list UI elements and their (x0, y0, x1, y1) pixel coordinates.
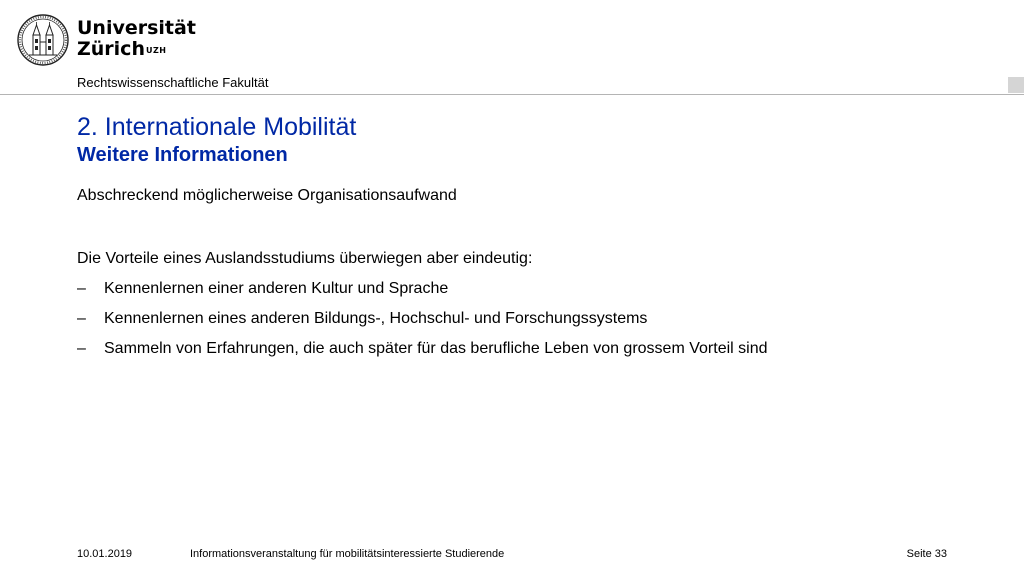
logo-line-zuerich (77, 39, 196, 60)
faculty-name: Rechtswissenschaftliche Fakultät (77, 75, 269, 90)
footer-date: 10.01.2019 (77, 548, 133, 560)
bullet-dash-icon: – (77, 310, 86, 327)
list-item-text: Kennenlernen einer anderen Kultur und Sprache (104, 280, 449, 297)
logo-line-universitaet: Universität (77, 17, 196, 39)
intro-paragraph: Abschreckend möglicherweise Organisationsaufwand (77, 187, 457, 204)
logo-zuerich-text: Zürich (77, 38, 145, 60)
footer-event-title: Informationsveranstaltung für mobilitätsinteressierte Studierende (190, 548, 505, 560)
lead-paragraph: Die Vorteile eines Auslandsstudiums überwiegen aber eindeutig: (77, 250, 533, 267)
list-item (77, 279, 768, 309)
benefit-list (77, 279, 768, 369)
bullet-dash-icon: – (77, 340, 86, 357)
slide-title: 2. Internationale Mobilität (77, 113, 357, 141)
list-item-text: Kennenlernen eines anderen Bildungs-, Hochschul- und Forschungssystems (104, 310, 648, 327)
university-logo-wordmark (77, 18, 196, 60)
list-item (77, 339, 768, 369)
list-item-text: Sammeln von Erfahrungen, die auch später für das berufliche Leben von grossem Vorteil sind (104, 340, 768, 357)
slide-subtitle: Weitere Informationen (77, 144, 288, 166)
header-divider (0, 94, 1024, 95)
header-corner-block (1008, 77, 1024, 93)
bullet-dash-icon: – (77, 280, 86, 297)
list-item (77, 309, 768, 339)
footer-page-number: Seite 33 (906, 548, 947, 560)
logo-uzh-superscript: UZH (145, 46, 167, 55)
university-seal-icon (17, 14, 69, 66)
